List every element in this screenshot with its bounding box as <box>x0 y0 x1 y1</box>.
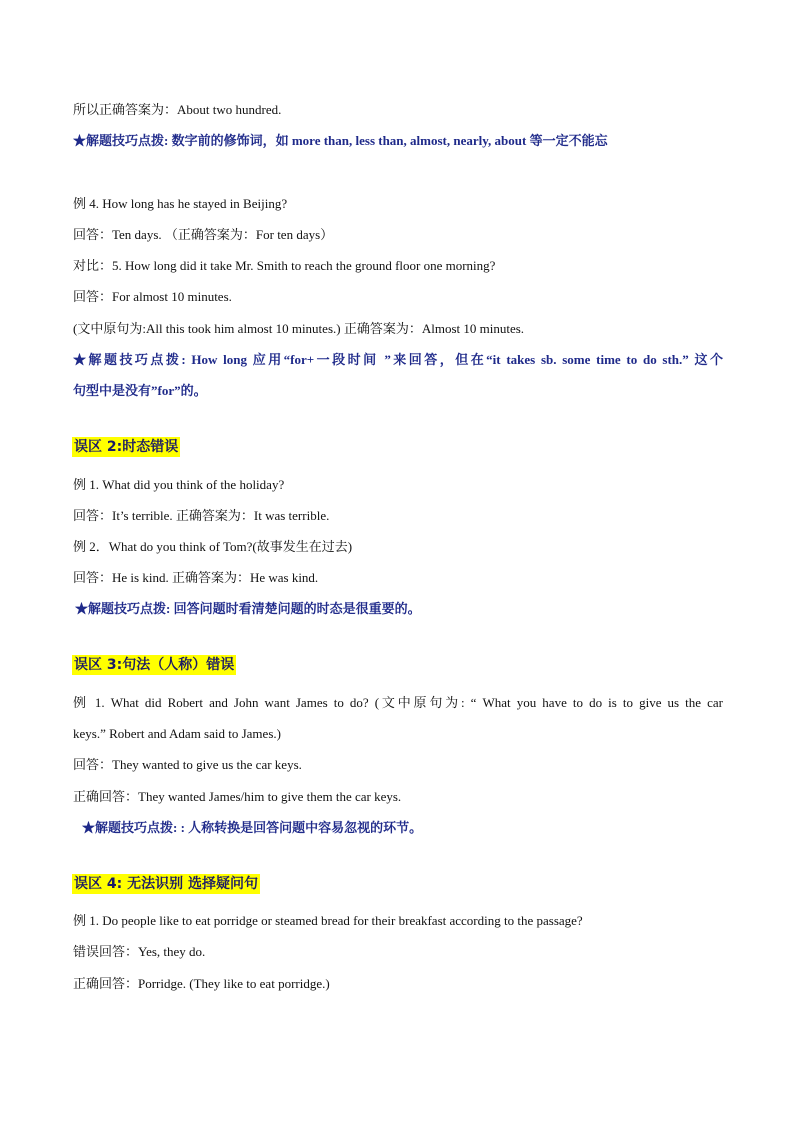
section2-example-1: 例 1. What did you think of the holiday? <box>73 477 285 492</box>
tip-tense: ★解题技巧点拨: 回答问题时看清楚问题的时态是很重要的。 <box>75 601 421 616</box>
section4-correct-answer: 正确回答：Porridge. (They like to eat porridge.) <box>73 976 330 991</box>
section3-example-1-line-1: 例 1. What did Robert and John want James to do? (文中原句为: “ What you have to do is to give us the car <box>73 695 723 710</box>
compare-5-question: 对比：5. How long did it take Mr. Smith to reach the ground floor one morning? <box>73 258 496 273</box>
section3-answer: 回答：They wanted to give us the car keys. <box>73 757 302 772</box>
section4-wrong-answer: 错误回答：Yes, they do. <box>73 944 206 959</box>
section-heading-syntax-errors: 误区 3:句法（人称）错误 <box>74 657 235 673</box>
compare-5-answer: 回答：For almost 10 minutes. <box>73 289 232 304</box>
section2-answer-1: 回答：It’s terrible. 正确答案为：It was terrible. <box>73 508 330 523</box>
compare-5-original: (文中原句为:All this took him almost 10 minutes.) 正确答案为：Almost 10 minutes. <box>73 321 525 336</box>
section3-example-1-line-2: keys.” Robert and Adam said to James.) <box>73 726 281 741</box>
section3-correct-answer: 正确回答：They wanted James/him to give them the car keys. <box>73 789 402 804</box>
tip-how-long-line-1: ★解题技巧点拨: How long 应用“for+一段时间 ”来回答，但在“it takes sb. some time to do sth.” 这个 <box>73 352 723 367</box>
section4-example-1: 例 1. Do people like to eat porridge or steamed bread for their breakfast according to the passage? <box>73 913 583 928</box>
section-heading-tense-errors: 误区 2:时态错误 <box>74 439 179 455</box>
example-4-answer: 回答：Ten days. （正确答案为：For ten days） <box>73 227 334 242</box>
example-4-question: 例 4. How long has he stayed in Beijing? <box>73 196 288 211</box>
answer-about-two-hundred: 所以正确答案为：About two hundred. <box>73 102 282 117</box>
section2-answer-2: 回答：He is kind. 正确答案为：He was kind. <box>73 570 319 585</box>
section2-example-2: 例 2．What do you think of Tom?(故事发生在过去) <box>73 539 353 554</box>
tip-number-modifiers: ★解题技巧点拨: 数字前的修饰词，如 more than, less than, almost, nearly, about 等一定不能忘 <box>73 133 608 148</box>
section-heading-choice-questions: 误区 4: 无法识别 选择疑问句 <box>74 876 258 892</box>
tip-how-long-line-2: 句型中是没有”for”的。 <box>73 383 207 398</box>
tip-person-conversion: ★解题技巧点拨: : 人称转换是回答问题中容易忽视的环节。 <box>82 820 423 835</box>
